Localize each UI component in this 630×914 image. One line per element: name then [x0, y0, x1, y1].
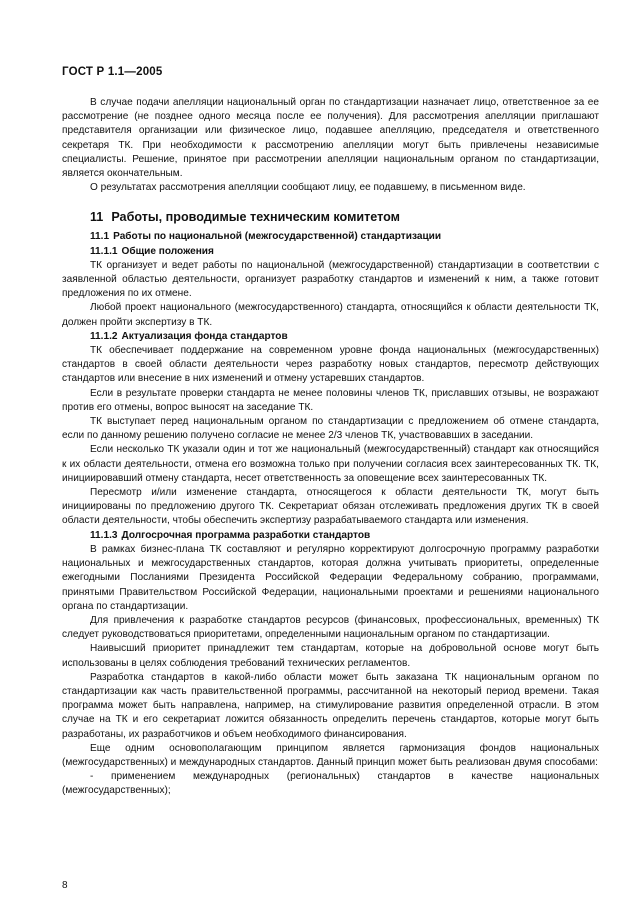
paragraph: В рамках бизнес-плана ТК составляют и регулярно корректируют долгосрочную программу разработки национальных и межгосударственных стандартов, которая должна учитывать приоритеты, определенные ежегодными Посланиями Президента Российской Федерации Федеральному собранию, программами, принятыми Правительством Российской Федерации, национальными проектами и решениями национального органа по стандартизации. — [62, 543, 599, 612]
subsection-number: 11.1.3 — [90, 529, 118, 541]
document-header: ГОСТ Р 1.1—2005 — [62, 66, 163, 78]
subsection-heading-11-1-2 — [90, 330, 599, 344]
section-title: Работы, проводимые техническим комитетом — [111, 210, 400, 225]
subsection-title: Актуализация фонда стандартов — [121, 330, 288, 342]
paragraph: ТК организует и ведет работы по национальной (межгосударственной) стандартизации в соответствии с заявленной областью деятельности, организует разработку стандартов и изменений к ним, а также готовит предложения по их отмене. — [62, 259, 599, 300]
page-number: 8 — [62, 880, 68, 891]
page-content — [62, 96, 599, 799]
subsection-heading-11-1-1 — [90, 245, 599, 259]
subsection-number: 11.1.2 — [90, 330, 118, 342]
subsection-heading-11-1 — [90, 230, 599, 244]
paragraph: Наивысший приоритет принадлежит тем стандартам, которые на добровольной основе могут быть использованы в целях соблюдения требований технических регламентов. — [62, 643, 599, 669]
paragraph: Любой проект национального (межгосударственного) стандарта, относящийся к области деятельности ТК, должен пройти экспертизу в ТК. — [62, 302, 599, 328]
subsection-title: Долгосрочная программа разработки стандартов — [121, 529, 371, 541]
subsection-title: Работы по национальной (межгосударственной) стандартизации — [113, 231, 442, 243]
paragraph: ТК выступает перед национальным органом по стандартизации с предложением об отмене стандарта, если по данному решению получено согласие не менее 2/3 членов ТК, участвовавших в заседании. — [62, 416, 599, 442]
subsection-heading-11-1-3 — [90, 529, 599, 543]
paragraph: Если несколько ТК указали один и тот же национальный (межгосударственный) стандарт как относящийся к их области деятельности, отмена его возможна только при получении согласия всех заинтересованных ТК. ТК, инициировавший отмену стандарта, несет ответственность за оповещение всех заинтересованных ТК. — [62, 444, 599, 484]
section-number: 11 — [90, 210, 104, 225]
paragraph: Разработка стандартов в какой-либо области может быть заказана ТК национальным органом по стандартизации как часть правительственной программы, рассчитанной на некоторый период времени. Такая программа может быть направлена, например, на стимулирование развития определенной отрасли. В этом случае на ТК и его секретариат ложится обязанность определить перечень стандартов, которые могут быть разработаны, их разработчиков и объем необходимого финансирования. — [62, 671, 599, 740]
subsection-number: 11.1 — [90, 231, 110, 243]
paragraph: Еще одним основополагающим принципом является гармонизация фондов национальных (межгосударственных) и международных стандартов. Данный принцип может быть реализован двумя способами: — [62, 742, 599, 768]
paragraph: Если в результате проверки стандарта не менее половины членов ТК, приславших отзывы, не возражают против его отмены, вопрос выносят на заседание ТК. — [62, 387, 599, 413]
subsection-title: Общие положения — [121, 245, 214, 257]
paragraph: Пересмотр и/или изменение стандарта, относящегося к области деятельности ТК, могут быть инициированы по предложению другого ТК. Секретариат обязан отслеживать предложения других ТК в своей области деятельности, чтобы обеспечить экспертизу разрабатываемого стандарта или изменения. — [62, 487, 599, 527]
list-item: - применением международных (региональных) стандартов в качестве национальных (межгосударственных); — [62, 771, 599, 797]
paragraph: В случае подачи апелляции национальный орган по стандартизации назначает лицо, ответственное за ее рассмотрение (не позднее одного месяца после ее получения). Для рассмотрения апелляции приглашают представителя организации или физическое лицо, подавшее апелляцию, председателя и ответственного секретаря ТК. При необходимости к рассмотрению апелляции могут быть привлечены независимые специалисты. Решение, принятое при рассмотрении апелляции национальным органом по стандартизации, является окончательным. — [62, 97, 599, 180]
paragraph: Для привлечения к разработке стандартов ресурсов (финансовых, профессиональных, временных) ТК следует руководствоваться приоритетами, определенными национальным органом по стандартизации. — [62, 614, 599, 641]
section-heading-11 — [90, 208, 599, 226]
subsection-number: 11.1.1 — [90, 245, 118, 257]
paragraph: ТК обеспечивает поддержание на современном уровне фонда национальных (межгосударственных) стандартов в своей области деятельности через разработку новых стандартов, пересмотр действующих стандартов или внесение в них изменений и отмену устаревших стандартов. — [62, 345, 599, 385]
paragraph: О результатах рассмотрения апелляции сообщают лицу, ее подавшему, в письменном виде. — [90, 182, 526, 194]
